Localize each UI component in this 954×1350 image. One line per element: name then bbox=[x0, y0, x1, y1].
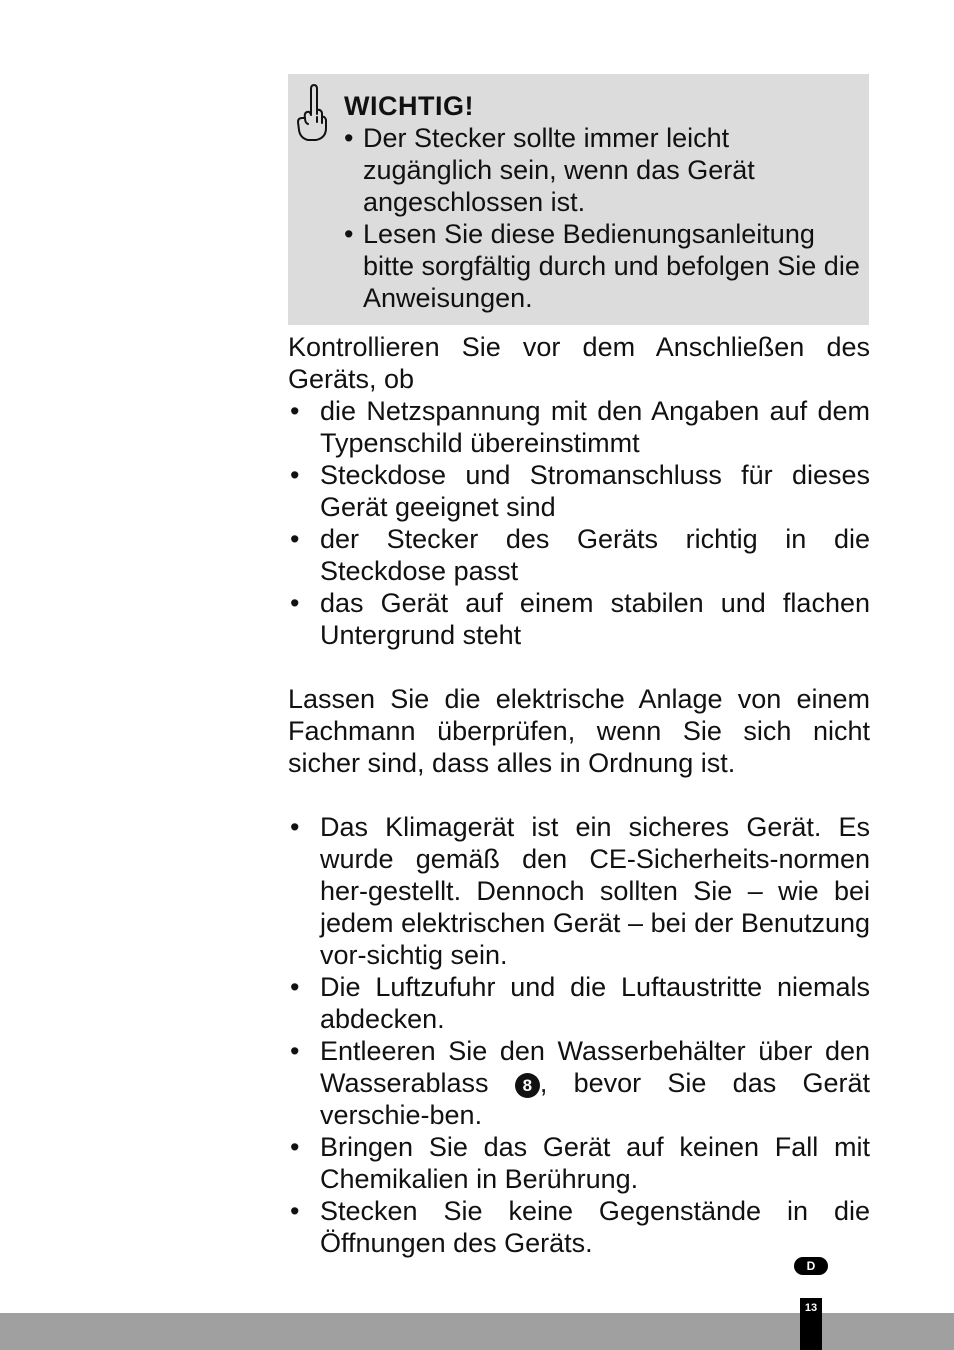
list-item-text: Entleeren Sie den Wasserbehälter über den Wasserablass bbox=[320, 1036, 870, 1098]
list-item: • die Netzspannung mit den Angaben auf dem Typenschild übereinstimmt bbox=[288, 395, 870, 459]
list-item: • Bringen Sie das Gerät auf keinen Fall mit Chemikalien in Berührung. bbox=[288, 1131, 870, 1195]
important-list bbox=[344, 122, 864, 314]
pointing-hand-icon bbox=[294, 84, 330, 144]
list-item: • Steckdose und Stromanschluss für dieses Gerät geeignet sind bbox=[288, 459, 870, 523]
page-number: 13 bbox=[800, 1298, 822, 1350]
list-item: • das Gerät auf einem stabilen und flachen Untergrund steht bbox=[288, 587, 870, 651]
check-list bbox=[288, 395, 870, 651]
important-title: WICHTIG! bbox=[344, 91, 474, 121]
list-item bbox=[288, 1035, 870, 1131]
list-item: • Das Klimagerät ist ein sicheres Gerät. Es wurde gemäß den CE-Sicherheits-normen her-gestellt. Dennoch sollten Sie – wie bei jedem elektrischen Gerät – bei der Benutzung vor-sichtig sein. bbox=[288, 811, 870, 971]
safety-list bbox=[288, 811, 870, 1259]
check-section bbox=[288, 331, 870, 651]
electrician-note: Lassen Sie die elektrische Anlage von einem Fachmann überprüfen, wenn Sie sich nicht sicher sind, dass alles in Ordnung ist. bbox=[288, 684, 870, 778]
important-item: • Lesen Sie diese Bedienungsanleitung bitte sorgfältig durch und befolgen Sie die Anweisungen. bbox=[344, 218, 864, 314]
part-number-badge: 8 bbox=[515, 1073, 540, 1098]
electrician-section bbox=[288, 683, 870, 779]
list-item-text: , bevor Sie das Gerät verschie-ben. bbox=[320, 1068, 870, 1130]
language-badge: D bbox=[794, 1257, 828, 1275]
list-item: • Stecken Sie keine Gegenstände in die Öffnungen des Geräts. bbox=[288, 1195, 870, 1259]
list-item: • der Stecker des Geräts richtig in die Steckdose passt bbox=[288, 523, 870, 587]
list-item: • Die Luftzufuhr und die Luftaustritte niemals abdecken. bbox=[288, 971, 870, 1035]
safety-section bbox=[288, 811, 870, 1259]
important-notice-box bbox=[288, 74, 869, 325]
important-item: • Der Stecker sollte immer leicht zugänglich sein, wenn das Gerät angeschlossen ist. bbox=[344, 122, 864, 218]
check-intro: Kontrollieren Sie vor dem Anschließen des Geräts, ob bbox=[288, 332, 870, 394]
